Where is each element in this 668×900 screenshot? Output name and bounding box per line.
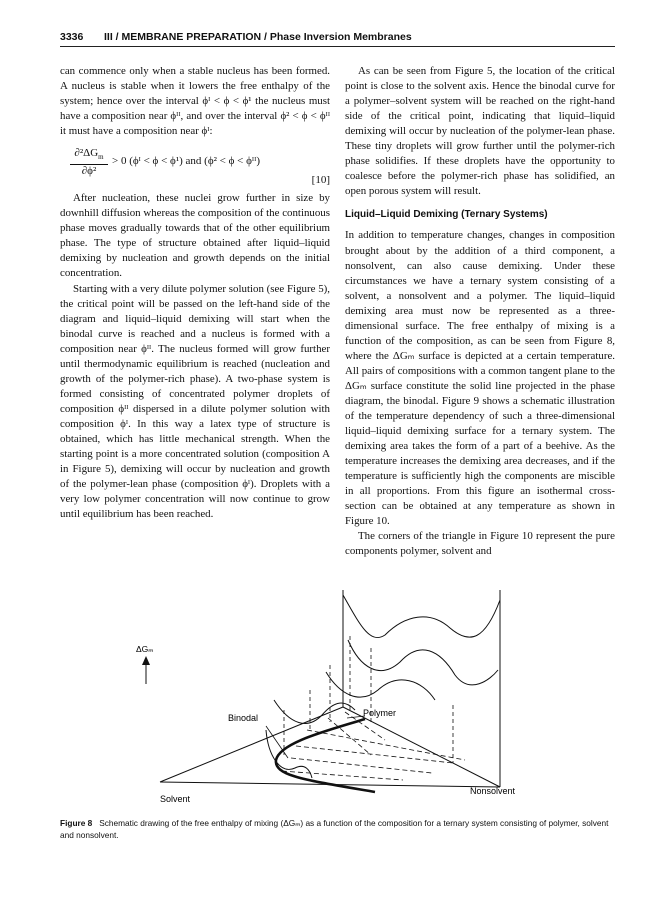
right-paragraph-3: The corners of the triangle in Figure 10 represent the pure components polymer, solvent and bbox=[345, 530, 615, 558]
equation-10 bbox=[60, 145, 330, 189]
base-polymer-nonsolvent-edge bbox=[343, 707, 500, 787]
nonsolvent-label: Nonsolvent bbox=[470, 786, 516, 796]
dg-axis-label: ΔGₘ bbox=[136, 644, 154, 654]
solvent-label: Solvent bbox=[160, 794, 191, 804]
right-paragraph-2: In addition to temperature changes, changes in composition brought about by the addition of a third component, a nonsolvent, can also cause demixing. Under these circumstances we have a ternary system consisting of a solvent, a nonsolvent and a polymer. The liquid–liquid demixing area must now be represented as a three-dimensional surface. The free enthalpy of mixing is a function of the composition, as can be seen from Figure 8, where the ΔGₘ surface is depicted at a certain temperature. All pairs of compositions with a common tangent plane to the ΔGₘ surface constitute the solid line projected in the phase diagram, the binodal. Figure 9 shows a schematic illustration of the temperature dependency of such a three-dimensional liquid–liquid demixing surface for a ternary system. The demixing area takes the form of a part of a beehive. As the temperature increases the demixing area decreases, and if the temperature is sufficiently high the components are miscible in all proportions. From this figure an isothermal cross-section can be obtained at any temperature as shown in Figure 10. bbox=[345, 229, 615, 528]
caption-label: Figure 8 bbox=[60, 818, 93, 828]
header-rule bbox=[60, 46, 615, 47]
polymer-label: Polymer bbox=[363, 708, 397, 718]
left-paragraph-3: Starting with a very dilute polymer solution (see Figure 5), the critical point will be passed on the left-hand side of the diagram and liquid–liquid demixing will start when the binodal curve is reached and a nucleus is formed with a composition near ϕᴵᴵ. The nucleus formed will grow further until thermodynamic equilibrium is reached (nucleation and growth of the polymer-rich phase). A two-phase system is formed consisting of concentrated polymer droplets of composition ϕᴵᴵ dispersed in a dilute polymer solution with composition ϕᴵ. In this way a latex type of structure is obtained, which has little mechanical strength. When the starting point is a more concentrated solution (composition A in Figure 5), demixing will occur by nucleation and growth of the polymer-lean phase (composition ϕᴵ). Droplets with a very low polymer concentration will now continue to grow until equilibrium has been reached. bbox=[60, 282, 330, 521]
right-paragraph-1: As can be seen from Figure 5, the location of the critical point is close to the solvent axis. Hence the binodal curve for a polymer–solvent system will be reached on the right-hand side of the critical point, indicating that liquid–liquid demixing will occur by nucleation of the polymer-lean phase. These tiny droplets will grow further until the polymer-rich phase solidifies. If these droplets have the opportunity to coalesce before the polymer-rich phase has solidified, an open porous system will result. bbox=[345, 65, 615, 198]
left-column bbox=[60, 64, 330, 522]
curve-4 bbox=[274, 700, 355, 723]
right-column bbox=[345, 64, 615, 560]
equation-fraction bbox=[70, 147, 108, 178]
section-heading: Liquid–Liquid Demixing (Ternary Systems) bbox=[345, 209, 548, 221]
binodal-curve bbox=[276, 719, 375, 792]
curve-3 bbox=[326, 672, 435, 700]
dg-axis-arrowhead bbox=[142, 656, 150, 665]
left-paragraph-1: can commence only when a stable nucleus has been formed. A nucleus is stable when it lowers the free enthalpy of the system; hence over the interval ϕᴵ < ϕ < ϕ¹ the nucleus must have a composition near ϕᴵᴵ, and over the interval ϕ² < ϕ < ϕᴵᴵ it must have a composition near ϕᴵ: bbox=[60, 65, 330, 138]
equation-numerator: $\partial^2\Delta G_m$ bbox=[70, 147, 108, 165]
figure-caption bbox=[60, 817, 616, 841]
curve-2 bbox=[348, 640, 498, 685]
caption-text: Schematic drawing of the free enthalpy of mixing (ΔGₘ) as a function of the composition for a ternary system consisting of polymer, solvent and nonsolvent. bbox=[60, 818, 609, 840]
binodal-label: Binodal bbox=[228, 713, 259, 723]
running-header bbox=[60, 31, 615, 47]
equation-condition: > 0 (ϕᴵ < ϕ < ϕ¹) and (ϕ² < ϕ < ϕᴵᴵ) bbox=[112, 155, 260, 168]
figure-8-drawing bbox=[60, 580, 620, 816]
running-title: III / MEMBRANE PREPARATION / Phase Inversion Membranes bbox=[104, 31, 412, 43]
equation-denominator: ∂ϕ² bbox=[81, 165, 97, 178]
figure-8 bbox=[60, 580, 620, 816]
curve-1 bbox=[343, 595, 500, 638]
equation-number: [10] bbox=[311, 174, 330, 187]
left-paragraph-2: After nucleation, these nuclei grow further in size by downhill diffusion whereas the composition of the continuous phase moves gradually towards that of the other equilibrium phase. The type of structure obtained after liquid–liquid demixing by nucleation and growth depends on the initial concentration. bbox=[60, 192, 330, 280]
page-number: 3336 bbox=[60, 31, 84, 43]
